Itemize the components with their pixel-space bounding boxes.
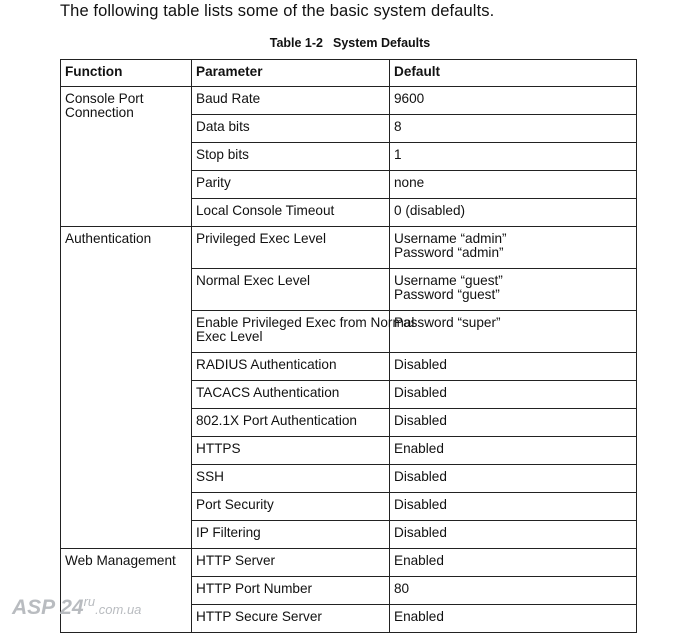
default-cell (390, 409, 637, 437)
parameter-text: Enable Privileged Exec from Normal (196, 315, 415, 330)
default-cell (390, 311, 637, 353)
parameter-text: HTTP Server (196, 553, 276, 568)
table-title: System Defaults (333, 36, 431, 50)
default-text: Disabled (394, 469, 447, 484)
default-cell (390, 605, 637, 633)
default-text: Enabled (394, 609, 444, 624)
default-text: 0 (disabled) (394, 203, 466, 218)
parameter-cell (192, 381, 390, 409)
parameter-cell (192, 521, 390, 549)
watermark-suffix: .com.ua (95, 602, 142, 617)
parameter-text: Parity (196, 175, 231, 190)
function-cell (61, 87, 192, 227)
default-cell (390, 143, 637, 171)
table-caption (0, 36, 700, 50)
default-cell (390, 171, 637, 199)
parameter-text: Privileged Exec Level (196, 231, 326, 246)
parameter-cell (192, 493, 390, 521)
table-body (61, 87, 637, 633)
parameter-text: SSH (196, 469, 224, 484)
default-text: Disabled (394, 497, 447, 512)
parameter-text: HTTP Secure Server (196, 609, 322, 624)
parameter-text: TACACS Authentication (196, 385, 340, 400)
parameter-text: Port Security (196, 497, 274, 512)
parameter-cell (192, 199, 390, 227)
default-text: Disabled (394, 413, 447, 428)
default-cell (390, 521, 637, 549)
parameter-text: Data bits (196, 119, 250, 134)
function-text: Console Port (65, 91, 144, 106)
function-text: Connection (65, 105, 134, 120)
default-text: Password “super” (394, 315, 501, 330)
parameter-cell (192, 115, 390, 143)
default-cell (390, 549, 637, 577)
default-text: Enabled (394, 553, 444, 568)
default-cell (390, 269, 637, 311)
parameter-cell (192, 353, 390, 381)
default-cell (390, 87, 637, 115)
parameter-cell (192, 409, 390, 437)
default-cell (390, 437, 637, 465)
parameter-cell (192, 605, 390, 633)
table-row (61, 227, 637, 269)
parameter-text: Baud Rate (196, 91, 261, 106)
parameter-text: HTTPS (196, 441, 241, 456)
default-text: Password “admin” (394, 245, 504, 260)
watermark-main: ASP 24 (12, 596, 84, 619)
header-parameter: Parameter (192, 60, 390, 87)
default-cell (390, 381, 637, 409)
parameter-text: IP Filtering (196, 525, 261, 540)
parameter-text: 802.1X Port Authentication (196, 413, 357, 428)
default-cell (390, 115, 637, 143)
default-cell (390, 227, 637, 269)
table-number: Table 1-2 (269, 36, 323, 50)
default-text: 8 (394, 119, 402, 134)
table-row (61, 549, 637, 577)
default-cell (390, 577, 637, 605)
watermark-sup: ru (83, 594, 96, 609)
default-cell (390, 353, 637, 381)
parameter-text: Stop bits (196, 147, 249, 162)
default-text: Disabled (394, 385, 447, 400)
parameter-text: Local Console Timeout (196, 203, 335, 218)
parameter-cell (192, 269, 390, 311)
default-text: Password “guest” (394, 287, 500, 302)
default-text: Username “admin” (394, 231, 507, 246)
parameter-cell (192, 87, 390, 115)
default-cell (390, 465, 637, 493)
parameter-cell (192, 437, 390, 465)
parameter-text: RADIUS Authentication (196, 357, 337, 372)
intro-text: The following table lists some of the basic system defaults. (60, 2, 495, 20)
default-text: 9600 (394, 91, 425, 106)
parameter-text: Normal Exec Level (196, 273, 311, 288)
default-text: Enabled (394, 441, 444, 456)
default-cell (390, 493, 637, 521)
header-default: Default (390, 60, 637, 87)
asp24-watermark-logo (12, 594, 141, 620)
function-text: Authentication (65, 231, 152, 246)
parameter-cell (192, 577, 390, 605)
default-text: 80 (394, 581, 410, 596)
parameter-text: Exec Level (196, 329, 263, 344)
header-function: Function (61, 60, 192, 87)
parameter-text: HTTP Port Number (196, 581, 313, 596)
system-defaults-table (60, 59, 637, 633)
default-text: Disabled (394, 525, 447, 540)
default-text: Disabled (394, 357, 447, 372)
parameter-cell (192, 227, 390, 269)
header-row (61, 60, 637, 87)
function-cell (61, 227, 192, 549)
parameter-cell (192, 549, 390, 577)
default-cell (390, 199, 637, 227)
parameter-cell (192, 311, 415, 353)
default-text: 1 (394, 147, 402, 162)
table-row (61, 87, 637, 115)
parameter-cell (192, 143, 390, 171)
default-text: none (394, 175, 425, 190)
default-text: Username “guest” (394, 273, 503, 288)
parameter-cell (192, 465, 390, 493)
parameter-cell (192, 171, 390, 199)
function-text: Web Management (65, 553, 176, 568)
